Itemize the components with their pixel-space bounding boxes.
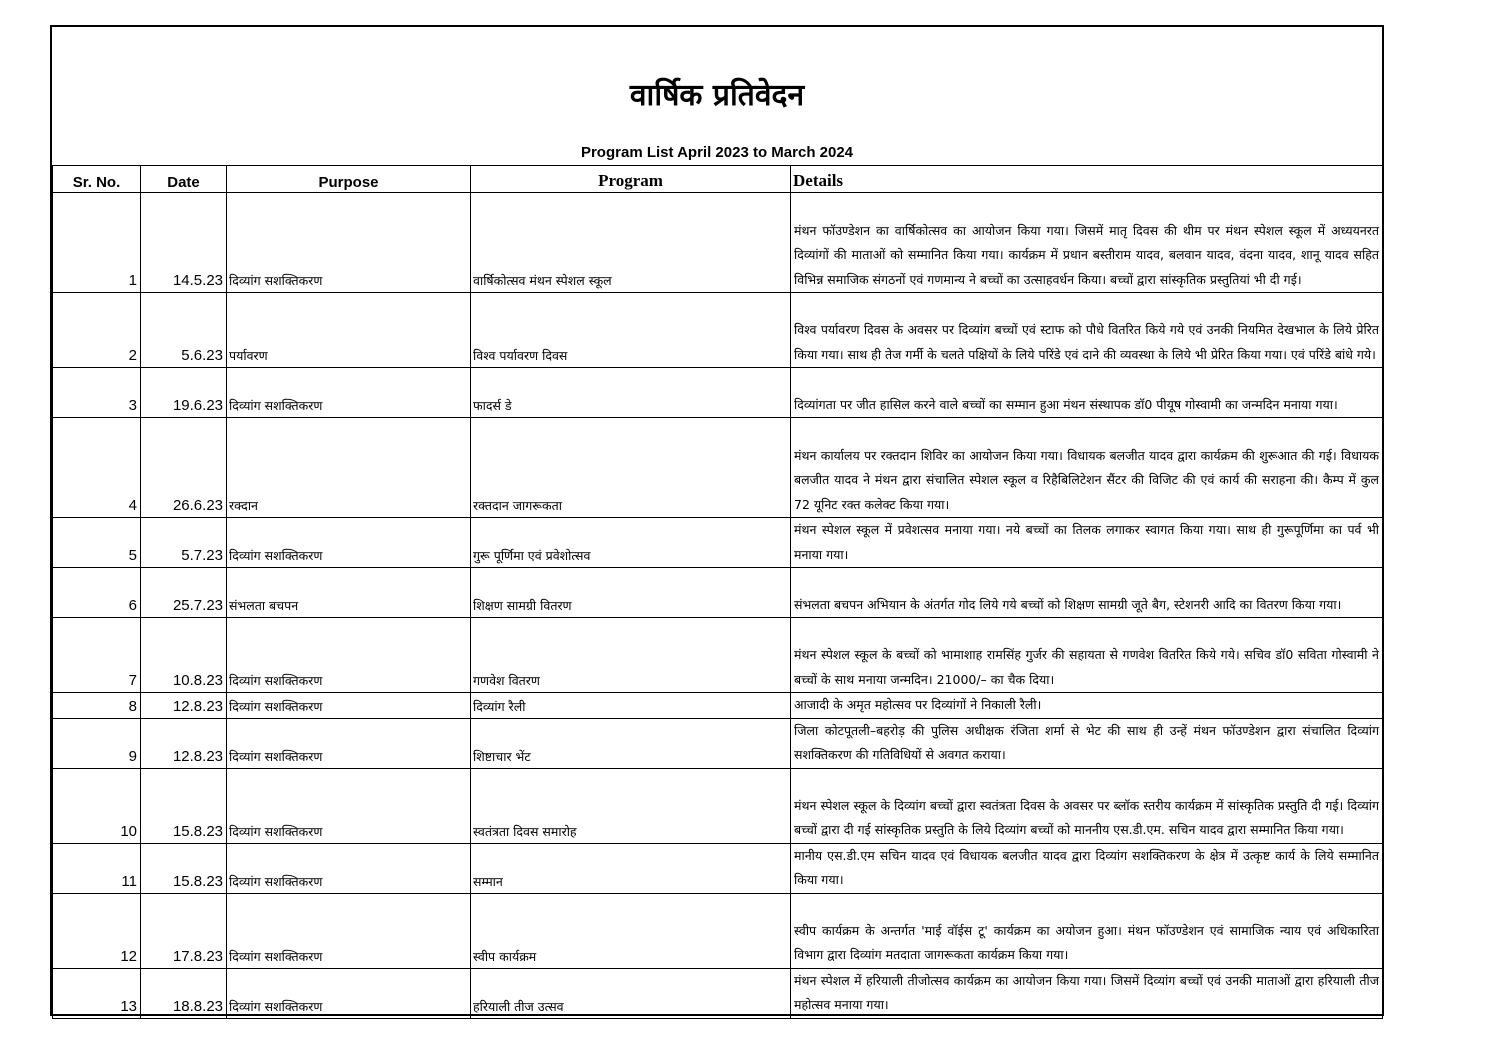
row-purpose: संभलता बचपन	[227, 568, 471, 618]
row-purpose: रक्दान	[227, 418, 471, 518]
program-table	[52, 165, 1383, 1019]
row-date: 10.8.23	[141, 618, 227, 693]
row-details: मानीय एस.डी.एम सचिन यादव एवं विधायक बलजीत यादव द्वारा दिव्यांग सशक्तिकरण के क्षेत्र में उत्कृष्ट कार्य के लिये सम्मानित किया गया।	[791, 843, 1383, 893]
row-date: 14.5.23	[141, 193, 227, 293]
header-details: Details	[791, 166, 1383, 193]
table-row	[53, 518, 1383, 568]
row-details: मंथन स्पेशल स्कूल के दिव्यांग बच्चों द्वारा स्वतंत्रता दिवस के अवसर पर ब्लॉक स्तरीय कार्यक्रम में सांस्कृतिक प्रस्तुति दी गई। दिव्यांग बच्चों द्वारा दी गई सांस्कृतिक प्रस्तुति के लिये दिव्यांग बच्चों को माननीय एस.डी.एम. सचिन यादव द्वारा सम्मानित किया गया।	[791, 768, 1383, 843]
row-details: मंथन स्पेशल में हरियाली तीजोत्सव कार्यक्रम का आयोजन किया गया। जिसमें दिव्यांग बच्चों एवं उनकी माताओं द्वारा हरियाली तीज महोत्सव मनाया गया।	[791, 968, 1383, 1018]
table-header-row	[53, 166, 1383, 193]
row-sr-no: 4	[53, 418, 141, 518]
row-program: विश्व पर्यावरण दिवस	[471, 293, 791, 368]
table-row	[53, 568, 1383, 618]
row-date: 18.8.23	[141, 968, 227, 1018]
row-sr-no: 11	[53, 843, 141, 893]
row-purpose: दिव्यांग सशक्तिकरण	[227, 843, 471, 893]
row-sr-no: 9	[53, 718, 141, 768]
row-program: शिक्षण सामग्री वितरण	[471, 568, 791, 618]
row-sr-no: 6	[53, 568, 141, 618]
row-sr-no: 10	[53, 768, 141, 843]
row-details: संभलता बचपन अभियान के अंतर्गत गोद लिये गये बच्चों को शिक्षण सामग्री जूते बैग, स्टेशनरी आदि का वितरण किया गया।	[791, 568, 1383, 618]
row-program: हरियाली तीज उत्सव	[471, 968, 791, 1018]
row-purpose: दिव्यांग सशक्तिकरण	[227, 368, 471, 418]
row-program: वार्षिकोत्सव मंथन स्पेशल स्कूल	[471, 193, 791, 293]
row-details: दिव्यांगता पर जीत हासिल करने वाले बच्चों का सम्मान हुआ मंथन संस्थापक डॉ0 पीयूष गोस्वामी का जन्मदिन मनाया गया।	[791, 368, 1383, 418]
row-details: जिला कोटपूतली–बहरोड़ की पुलिस अधीक्षक रंजिता शर्मा से भेट की साथ ही उन्हें मंथन फॉउण्डेशन द्वारा संचालित दिव्यांग सशक्तिकरण की गतिविधियों से अवगत कराया।	[791, 718, 1383, 768]
row-sr-no: 1	[53, 193, 141, 293]
row-sr-no: 12	[53, 893, 141, 968]
row-program: सम्मान	[471, 843, 791, 893]
row-purpose: दिव्यांग सशक्तिकरण	[227, 693, 471, 719]
row-purpose: दिव्यांग सशक्तिकरण	[227, 768, 471, 843]
table-row	[53, 368, 1383, 418]
row-sr-no: 13	[53, 968, 141, 1018]
row-date: 15.8.23	[141, 843, 227, 893]
table-row	[53, 618, 1383, 693]
row-date: 19.6.23	[141, 368, 227, 418]
row-program: रक्तदान जागरूकता	[471, 418, 791, 518]
row-details: मंथन स्पेशल स्कूल के बच्चों को भामाशाह रामसिंह गुर्जर की सहायता से गणवेश वितरित किये गये। सचिव डॉ0 सविता गोस्वामी ने बच्चों के साथ मनाया जन्मदिन। 21000/– का चैक दिया।	[791, 618, 1383, 693]
row-sr-no: 7	[53, 618, 141, 693]
row-date: 17.8.23	[141, 893, 227, 968]
row-purpose: दिव्यांग सशक्तिकरण	[227, 518, 471, 568]
table-row	[53, 293, 1383, 368]
header-program: Program	[471, 166, 791, 193]
row-purpose: दिव्यांग सशक्तिकरण	[227, 193, 471, 293]
header-purpose: Purpose	[227, 166, 471, 193]
table-row	[53, 968, 1383, 1018]
header-sr-no: Sr. No.	[53, 166, 141, 193]
row-program: स्वीप कार्यक्रम	[471, 893, 791, 968]
table-row	[53, 843, 1383, 893]
row-date: 25.7.23	[141, 568, 227, 618]
row-date: 5.7.23	[141, 518, 227, 568]
row-details: स्वीप कार्यक्रम के अन्तर्गत 'माई वॉईस टू' कार्यक्रम का अयोजन हुआ। मंथन फॉउण्डेशन एवं सामाजिक न्याय एवं अधिकारिता विभाग द्वारा दिव्यांग मतदाता जागरूकता कार्यक्रम किया गया।	[791, 893, 1383, 968]
row-date: 12.8.23	[141, 718, 227, 768]
row-date: 12.8.23	[141, 693, 227, 719]
row-sr-no: 3	[53, 368, 141, 418]
table-row	[53, 718, 1383, 768]
table-row	[53, 418, 1383, 518]
table-row	[53, 693, 1383, 719]
row-details: विश्व पर्यावरण दिवस के अवसर पर दिव्यांग बच्चों एवं स्टाफ को पौधे वितरित किये गये एवं उनकी नियमित देखभाल के लिये प्रेरित किया गया। साथ ही तेज गर्मी के चलते पक्षियों के लिये परिंडे एवं दाने की व्यवस्था के लिये भी प्रेरित किया गया। एवं परिंडे बांधे गये।	[791, 293, 1383, 368]
row-program: शिष्टाचार भेंट	[471, 718, 791, 768]
row-sr-no: 5	[53, 518, 141, 568]
row-details: मंथन कार्यालय पर रक्तदान शिविर का आयोजन किया गया। विधायक बलजीत यादव द्वारा कार्यक्रम की शुरूआत की गई। विधायक बलजीत यादव ने मंथन द्वारा संचालित स्पेशल स्कूल व रिहैबिलिटेशन सैंटर की विजिट की एवं कार्य की सराहना की। कैम्प में कुल 72 यूनिट रक्त कलेक्ट किया गया।	[791, 418, 1383, 518]
row-date: 26.6.23	[141, 418, 227, 518]
header-date: Date	[141, 166, 227, 193]
row-program: दिव्यांग रैली	[471, 693, 791, 719]
row-program: फादर्स डे	[471, 368, 791, 418]
row-purpose: दिव्यांग सशक्तिकरण	[227, 718, 471, 768]
report-sheet	[50, 25, 1384, 1016]
row-sr-no: 8	[53, 693, 141, 719]
row-program: गुरू पूर्णिमा एवं प्रवेशोत्सव	[471, 518, 791, 568]
row-program: स्वतंत्रता दिवस समारोह	[471, 768, 791, 843]
table-row	[53, 193, 1383, 293]
row-details: आजादी के अमृत महोत्सव पर दिव्यांगों ने निकाली रैली।	[791, 693, 1383, 719]
report-title: वार्षिक प्रतिवेदन	[629, 78, 805, 113]
row-purpose: दिव्यांग सशक्तिकरण	[227, 968, 471, 1018]
report-subtitle: Program List April 2023 to March 2024	[580, 144, 854, 161]
row-sr-no: 2	[53, 293, 141, 368]
row-date: 5.6.23	[141, 293, 227, 368]
row-details: मंथन फॉउण्डेशन का वार्षिकोत्सव का आयोजन किया गया। जिसमें मातृ दिवस की थीम पर मंथन स्पेशल स्कूल में अध्ययनरत दिव्यांगों की माताओं को सम्मानित किया गया। कार्यक्रम में प्रधान बस्तीराम यादव, बलवान यादव, वंदना यादव, शानू यादव सहित विभिन्न समाजिक संगठनों एवं गणमान्य ने बच्चों का उत्साहवर्धन किया। बच्चों द्वारा सांस्कृतिक प्रस्तुतियां भी दी गई।	[791, 193, 1383, 293]
row-purpose: दिव्यांग सशक्तिकरण	[227, 618, 471, 693]
row-purpose: पर्यावरण	[227, 293, 471, 368]
table-row	[53, 893, 1383, 968]
row-date: 15.8.23	[141, 768, 227, 843]
row-details: मंथन स्पेशल स्कूल में प्रवेशत्सव मनाया गया। नये बच्चों का तिलक लगाकर स्वागत किया गया। साथ ही गुरूपूर्णिमा का पर्व भी मनाया गया।	[791, 518, 1383, 568]
row-program: गणवेश वितरण	[471, 618, 791, 693]
row-purpose: दिव्यांग सशक्तिकरण	[227, 893, 471, 968]
table-row	[53, 768, 1383, 843]
